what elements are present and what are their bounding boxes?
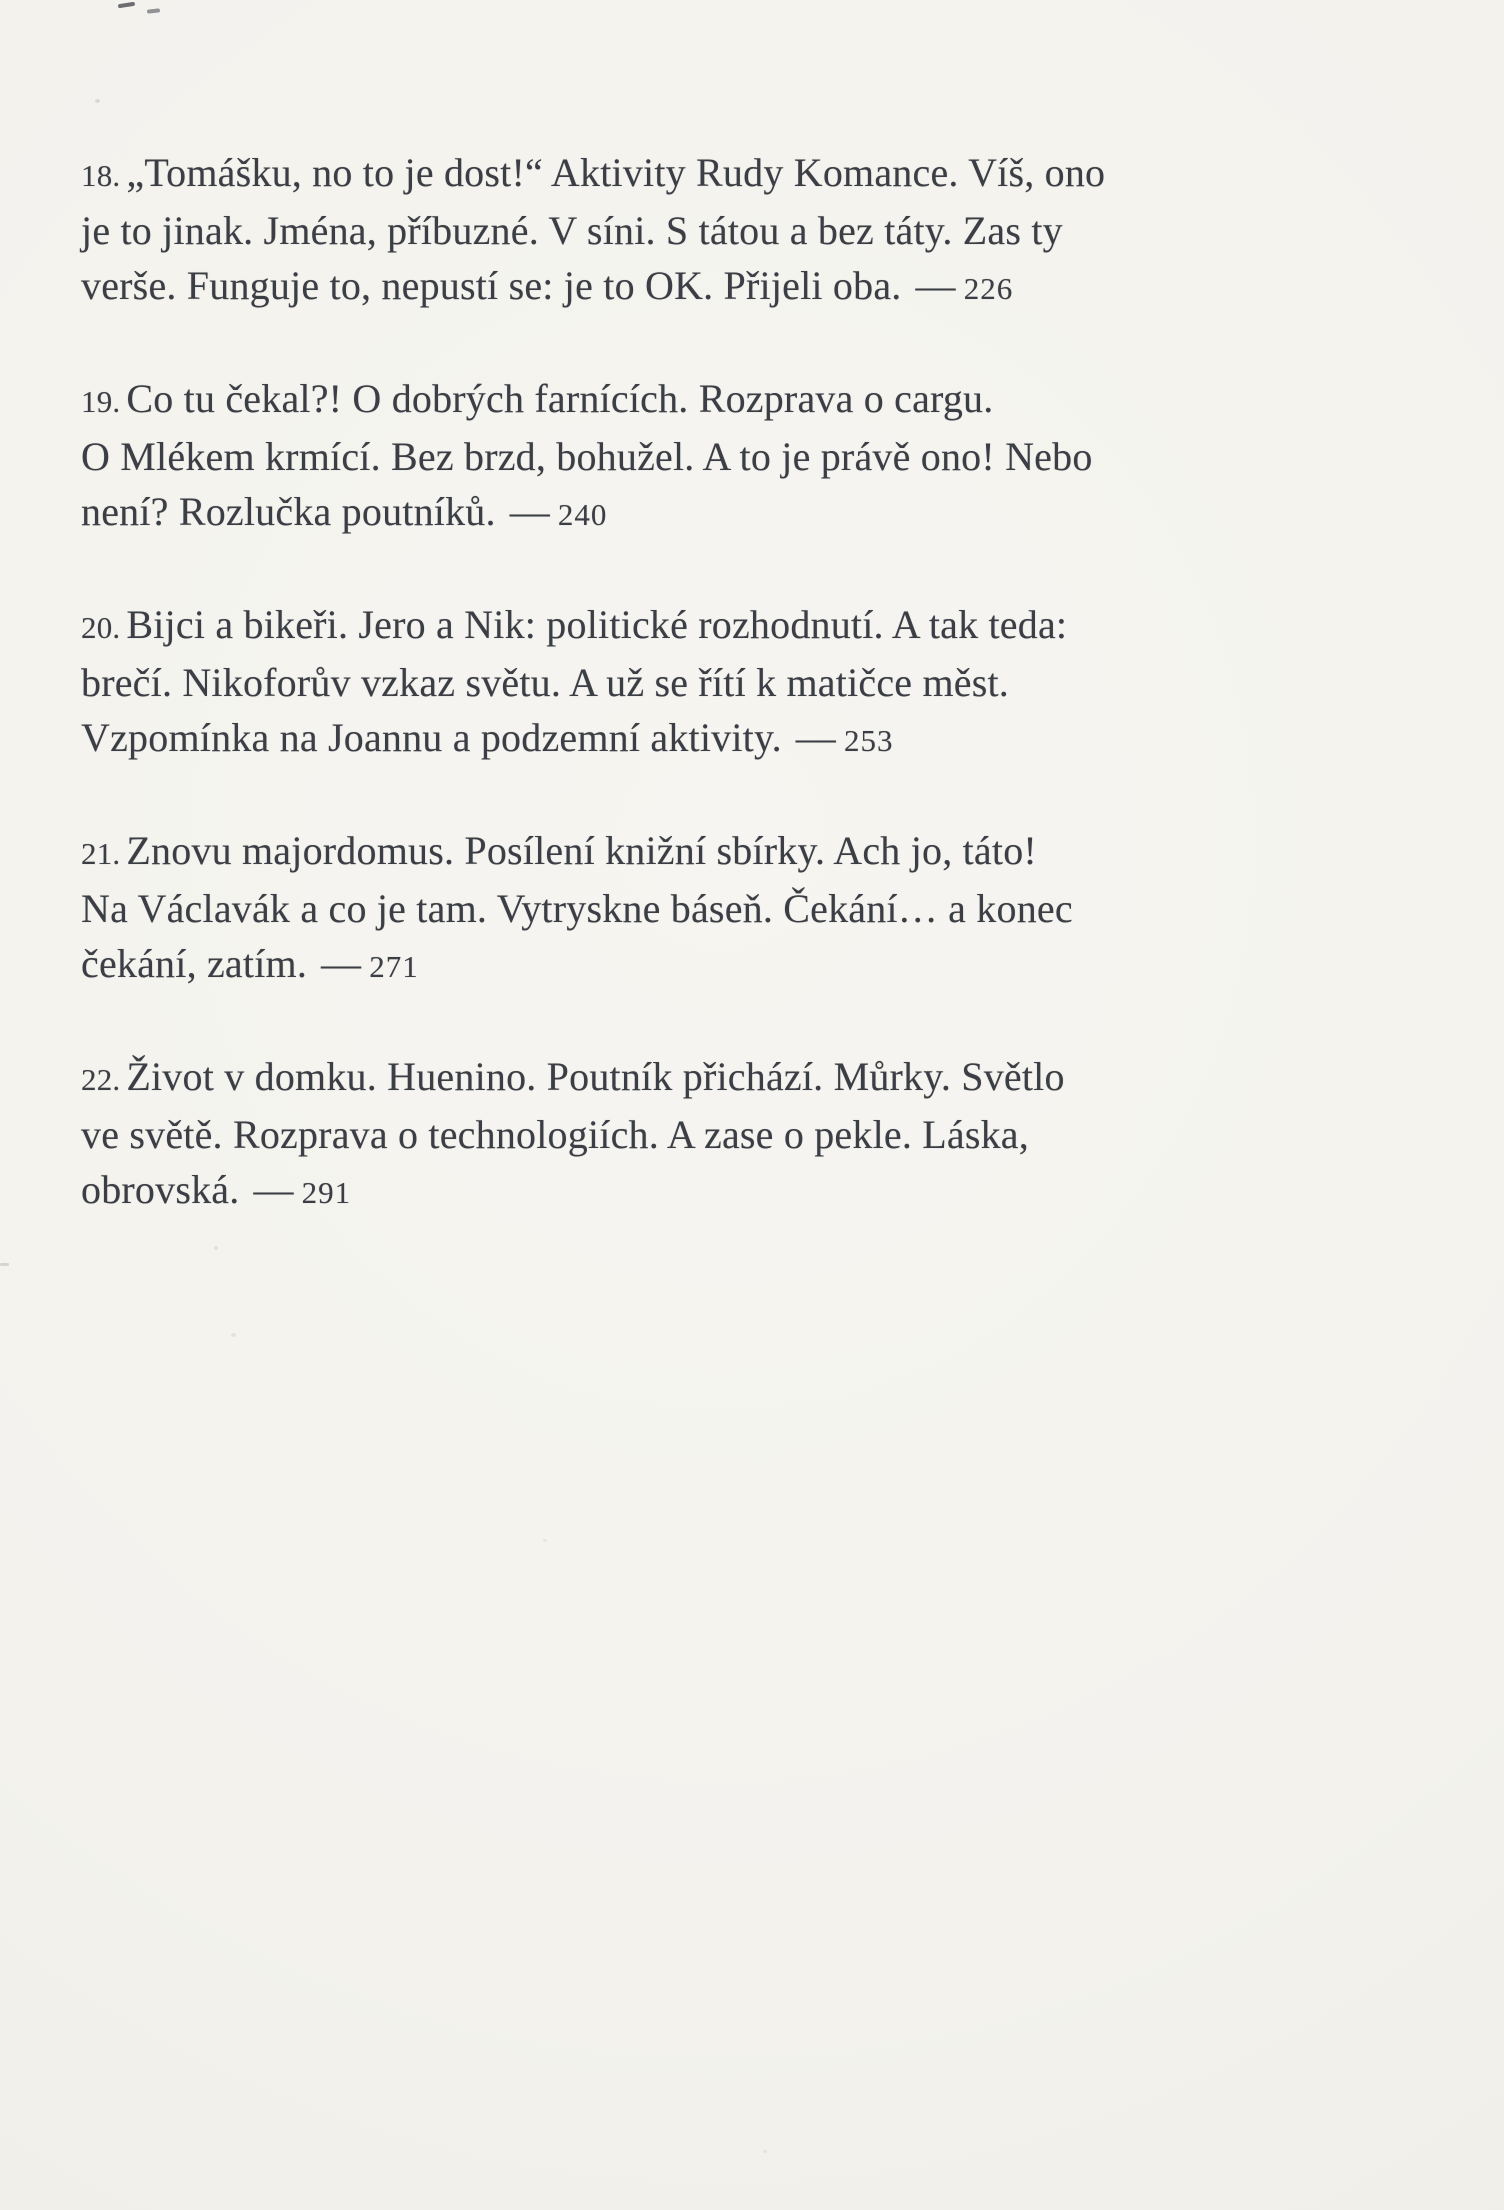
dash: — — [321, 941, 362, 986]
toc-line — [81, 371, 1301, 429]
scan-speck — [95, 99, 100, 103]
chapter-title-text: O Mlékem krmící. Bez brzd, bohužel. A to je právě ono! Nebo — [81, 434, 1093, 479]
page-number: 226 — [963, 271, 1014, 306]
toc-entry — [81, 1049, 1301, 1220]
toc-line — [81, 1049, 1301, 1107]
toc-line — [81, 710, 1301, 768]
toc-line — [81, 655, 1301, 710]
chapter-number: 18. — [81, 158, 121, 193]
page-number: 253 — [844, 723, 894, 758]
scan-speck — [0, 1263, 9, 1266]
chapter-title-text: Život v domku. Huenino. Poutník přichází. Můrky. Světlo — [126, 1054, 1065, 1099]
chapter-title-text: ve světě. Rozprava o technologiích. A zase o pekle. Láska, — [81, 1112, 1029, 1157]
toc-line — [81, 145, 1301, 203]
page-number: 291 — [301, 1175, 352, 1210]
toc-line — [81, 203, 1301, 258]
chapter-title-text: obrovská. — [81, 1167, 240, 1212]
page-number: 271 — [369, 949, 419, 984]
toc-entry — [81, 823, 1301, 994]
toc-entry — [81, 597, 1301, 768]
toc-line — [81, 1107, 1301, 1162]
chapter-title-text: je to jinak. Jména, příbuzné. V síni. S tátou a bez táty. Zas ty — [81, 208, 1063, 253]
dash: — — [509, 489, 550, 534]
dash: — — [253, 1167, 294, 1212]
chapter-title-text: Vzpomínka na Joannu a podzemní aktivity. — [81, 715, 782, 760]
toc-entry — [81, 371, 1301, 542]
chapter-title-text: není? Rozlučka poutníků. — [81, 489, 496, 534]
dash: — — [795, 715, 836, 760]
scan-speck — [543, 1539, 547, 1542]
chapter-title-text: „Tomášku, no to je dost!“ Aktivity Rudy Komance. Víš, ono — [126, 150, 1106, 195]
toc-line — [81, 881, 1301, 936]
chapter-title-text: brečí. Nikoforův vzkaz světu. A už se řítí k matičce měst. — [81, 660, 1009, 705]
table-of-contents — [81, 145, 1301, 1275]
dash: — — [915, 263, 956, 308]
chapter-title-text: Bijci a bikeři. Jero a Nik: politické rozhodnutí. A tak teda: — [126, 602, 1068, 647]
scan-speck — [763, 2150, 767, 2153]
toc-line — [81, 429, 1301, 484]
toc-line — [81, 484, 1301, 542]
toc-line — [81, 1162, 1301, 1220]
chapter-title-text: čekání, zatím. — [81, 941, 308, 986]
page-number: 240 — [557, 497, 608, 532]
scan-artifact-top-edge — [118, 2, 135, 9]
chapter-number: 22. — [81, 1062, 121, 1097]
chapter-title-text: verše. Funguje to, nepustí se: je to OK. Přijeli oba. — [81, 263, 902, 308]
scan-artifact-top-edge — [147, 8, 160, 13]
toc-line — [81, 823, 1301, 881]
chapter-number: 19. — [81, 384, 121, 419]
chapter-number: 20. — [81, 610, 121, 645]
chapter-title-text: Na Václavák a co je tam. Vytryskne báseň. Čekání… a konec — [81, 886, 1073, 931]
toc-line — [81, 597, 1301, 655]
toc-entry — [81, 145, 1301, 316]
chapter-number: 21. — [81, 836, 121, 871]
toc-line — [81, 258, 1301, 316]
scan-speck — [231, 1333, 236, 1337]
toc-line — [81, 936, 1301, 994]
chapter-title-text: Co tu čekal?! O dobrých farnících. Rozprava o cargu. — [126, 376, 994, 421]
chapter-title-text: Znovu majordomus. Posílení knižní sbírky. Ach jo, táto! — [126, 828, 1037, 873]
